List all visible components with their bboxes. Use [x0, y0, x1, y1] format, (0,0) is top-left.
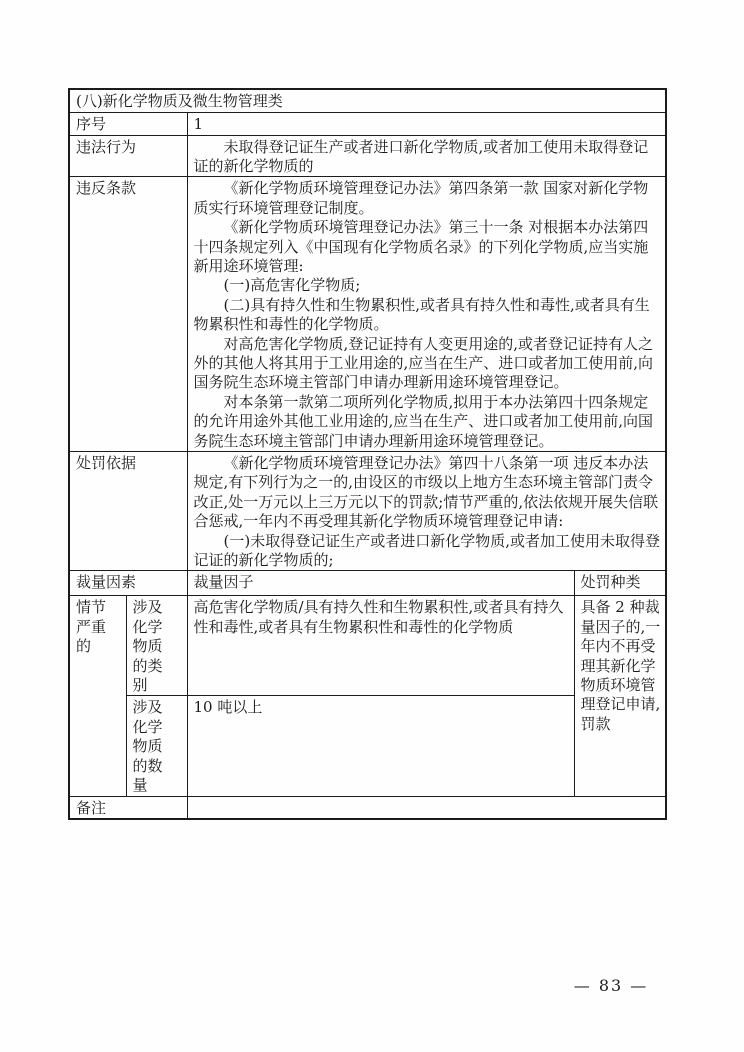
paragraph: (二)具有持久性和生物累积性,或者具有持久性和毒性,或者具有生物累积性和毒性的化学物质。 — [193, 295, 650, 334]
violated-clause-text — [187, 177, 666, 452]
table-row — [69, 796, 666, 819]
table-row — [69, 135, 666, 177]
illegal-act-label: 违法行为 — [69, 135, 187, 177]
factor-quantity-value: 10 吨以上 — [187, 696, 574, 796]
table-row — [69, 177, 666, 452]
paragraph: 对本条第一款第二项所列化学物质,拟用于本办法第四十四条规定的允许用途外其他工业用途的,应当在生产、进口或者加工使用前,向国务院生态环境主管部门申请办理新用途环境管理登记。 — [193, 392, 654, 450]
table-row — [69, 452, 666, 571]
factor-quantity-label-text: 涉及化学物质的数量 — [132, 698, 163, 795]
table-row — [69, 596, 666, 696]
factor-category-label — [126, 596, 187, 696]
paragraph: 对高危害化学物质,登记证持有人变更用途的,或者登记证持有人之外的其他人将其用于工业用途的,应当在生产、进口或者加工使用前,向国务院生态环境主管部门申请办理新用途环境管理登记。 — [193, 334, 654, 392]
severity-label — [69, 596, 126, 796]
paragraph: (一)未取得登记证生产或者进口新化学物质,或者加工使用未取得登记证的新化学物质的; — [193, 531, 660, 570]
penalty-basis-text — [187, 452, 666, 571]
paragraph: (一)高危害化学物质; — [223, 276, 361, 295]
table-row — [69, 89, 666, 112]
illegal-act-text — [187, 135, 666, 177]
paragraph: 《新化学物质环境管理登记办法》第四条第一款 国家对新化学物质实行环境管理登记制度。 — [193, 179, 649, 217]
factor-category-label-text: 涉及化学物质的类别 — [132, 598, 163, 695]
serial-value: 1 — [187, 112, 666, 135]
table-row — [69, 112, 666, 135]
severity-label-text: 情节严重的 — [76, 598, 107, 656]
regulation-table — [68, 88, 667, 820]
penalty-type-value: 具备 2 种裁量因子的,一年内不再受理其新化学物质环境管理登记申请,罚款 — [574, 596, 666, 796]
discretion-subfactor-header: 裁量因子 — [187, 571, 574, 596]
paragraph: 未取得登记证生产或者进口新化学物质,或者加工使用未取得登记证的新化学物质的 — [193, 137, 649, 175]
factor-quantity-label — [126, 696, 187, 796]
penalty-type-header: 处罚种类 — [574, 571, 666, 596]
violated-clause-label: 违反条款 — [69, 177, 187, 452]
paragraph: 《新化学物质环境管理登记办法》第四十八条第一项 违反本办法规定,有下列行为之一的,由设区的市级以上地方生态环境主管部门责令改正,处一万元以上三万元以下的罚款;情节严重的,依法依规开展失信联合惩戒,一年内不再受理其新化学物质环境管理登记申请: — [193, 454, 659, 531]
remark-value — [187, 796, 666, 819]
penalty-basis-label: 处罚依据 — [69, 452, 187, 571]
remark-label: 备注 — [69, 796, 187, 819]
serial-label: 序号 — [69, 112, 187, 135]
paragraph: 《新化学物质环境管理登记办法》第三十一条 对根据本办法第四十四条规定列入《中国现有化学物质名录》的下列化学物质,应当实施新用途环境管理: — [193, 218, 649, 275]
page-number: — 83 — — [573, 976, 649, 995]
factor-category-value: 高危害化学物质/具有持久性和生物累积性,或者具有持久性和毒性,或者具有生物累积性和毒性的化学物质 — [187, 596, 574, 696]
table-row — [69, 571, 666, 596]
category-header: (八)新化学物质及微生物管理类 — [69, 89, 666, 112]
discretion-factor-header: 裁量因素 — [69, 571, 187, 596]
